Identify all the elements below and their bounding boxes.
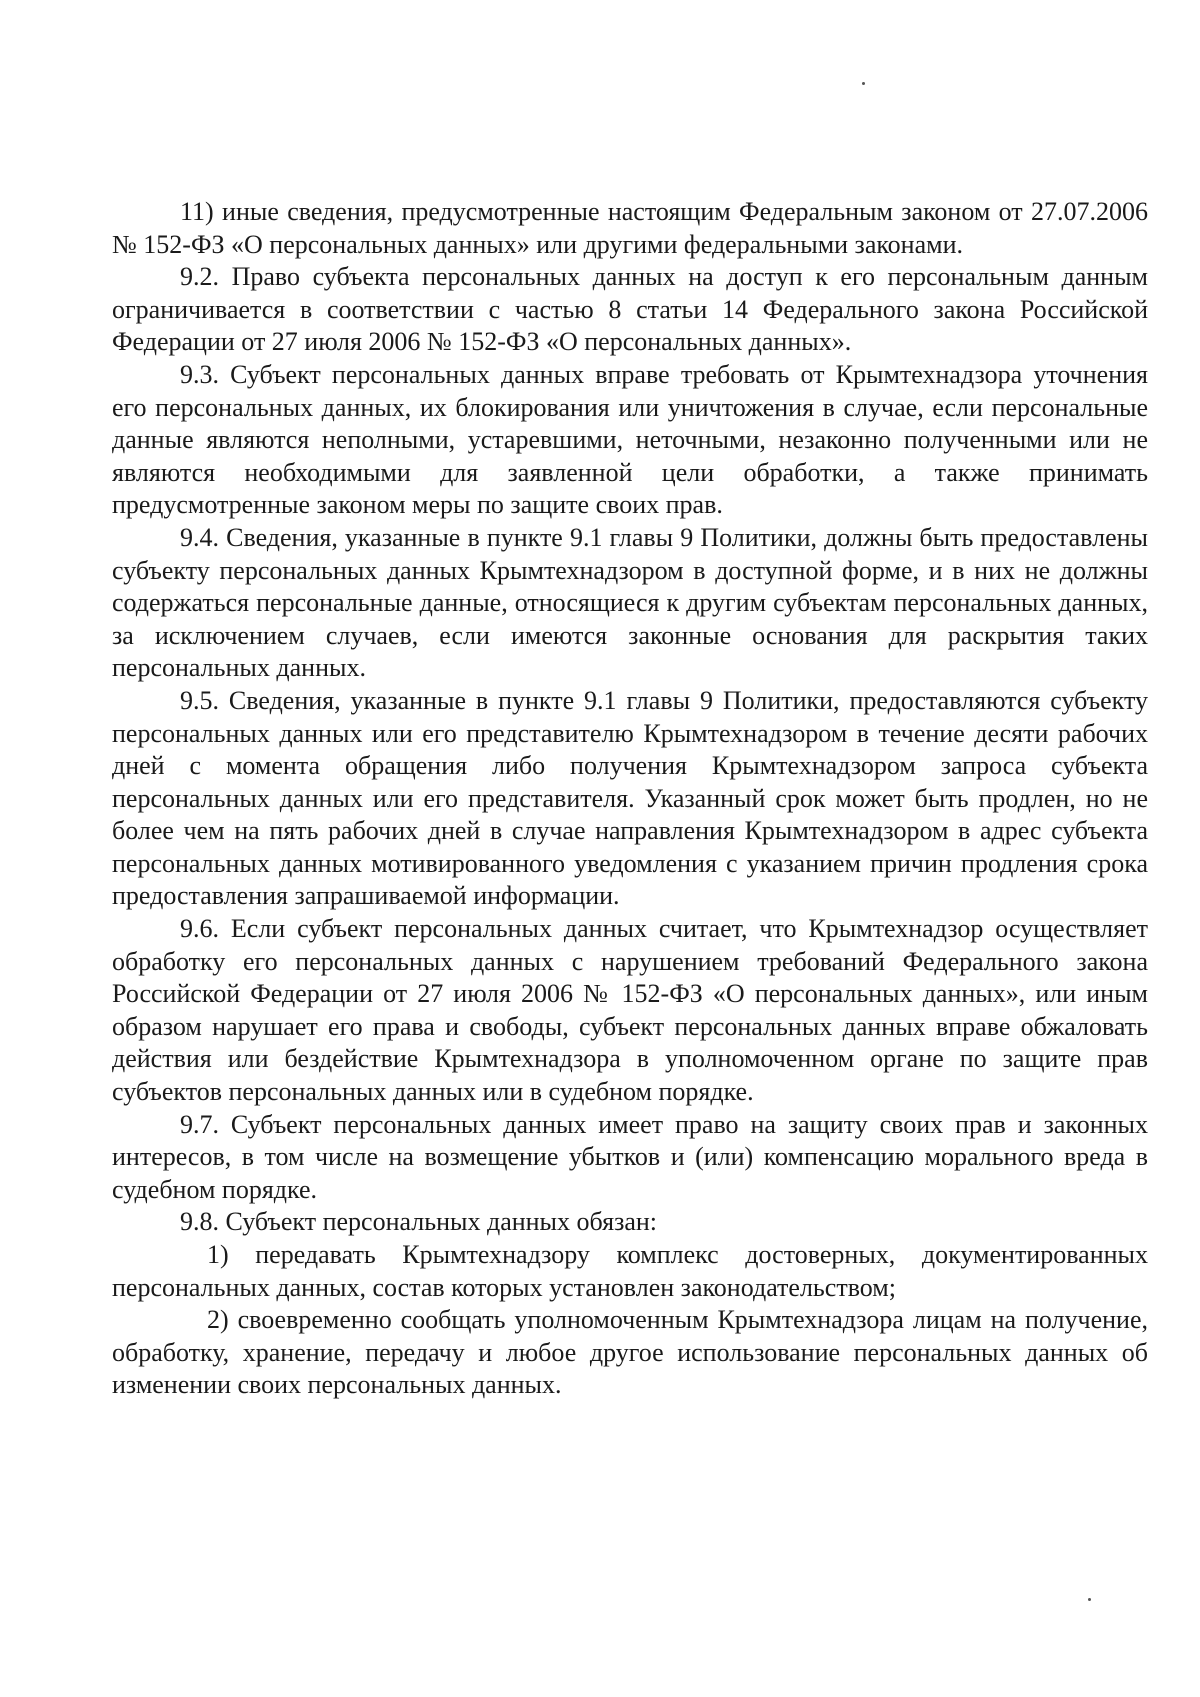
document-body <box>112 196 1148 1402</box>
paragraph-9-4: 9.4. Сведения, указанные в пункте 9.1 главы 9 Политики, должны быть предоставлены субъекту персональных данных Крымтехнадзором в доступной форме, и в них не должны содержаться персональные данные, относящиеся к другим субъектам персональных данных, за исключением случаев, если имеются законные основания для раскрытия таких персональных данных. <box>112 522 1148 683</box>
paragraph-9-6: 9.6. Если субъект персональных данных считает, что Крымтехнадзор осуществляет обработку его персональных данных с нарушением требований Федерального закона Российской Федерации от 27 июля 2006 № 152-ФЗ «О персональных данных», или иным образом нарушает его права и свободы, субъект персональных данных вправе обжаловать действия или бездействие Крымтехнадзора в уполномоченном органе по защите прав субъектов персональных данных или в судебном порядке. <box>112 914 1148 1107</box>
paragraph-item-11: 11) иные сведения, предусмотренные настоящим Федеральным законом от 27.07.2006 № 152-ФЗ «О персональных данных» или другими федеральными законами. <box>112 197 1148 259</box>
paragraph-9-8-item-2: 2) своевременно сообщать уполномоченным Крымтехнадзора лицам на получение, обработку, хранение, передачу и любое другое использование персональных данных об изменении своих персональных данных. <box>112 1305 1148 1400</box>
paragraph-9-2: 9.2. Право субъекта персональных данных на доступ к его персональным данным ограничивается в соответствии с частью 8 статьи 14 Федерального закона Российской Федерации от 27 июля 2006 № 152-ФЗ «О персональных данных». <box>112 262 1148 357</box>
scan-speck-bottom <box>1088 1598 1091 1601</box>
paragraph-9-8-item-1: 1) передавать Крымтехнадзору комплекс достоверных, документированных персональных данных, состав которых установлен законодательством; <box>112 1240 1148 1302</box>
paragraph-9-8: 9.8. Субъект персональных данных обязан: <box>180 1207 658 1237</box>
paragraph-9-5: 9.5. Сведения, указанные в пункте 9.1 главы 9 Политики, предоставляются субъекту персональных данных или его представителю Крымтехнадзором в течение десяти рабочих дней с момента обращения либо получения Крымтехнадзором запроса субъекта персональных данных или его представителя. Указанный срок может быть продлен, но не более чем на пять рабочих дней в случае направления Крымтехнадзором в адрес субъекта персональных данных мотивированного уведомления с указанием причин продления срока предоставления запрашиваемой информации. <box>112 685 1148 911</box>
paragraph-9-3: 9.3. Субъект персональных данных вправе требовать от Крымтехнадзора уточнения его персональных данных, их блокирования или уничтожения в случае, если персональные данные являются неполными, устаревшими, неточными, незаконно полученными или не являются необходимыми для заявленной цели обработки, а также принимать предусмотренные законом меры по защите своих прав. <box>112 359 1148 520</box>
scan-speck-top <box>862 82 865 85</box>
paragraph-9-7: 9.7. Субъект персональных данных имеет право на защиту своих прав и законных интересов, в том числе на возмещение убытков и (или) компенсацию морального вреда в судебном порядке. <box>112 1109 1148 1204</box>
